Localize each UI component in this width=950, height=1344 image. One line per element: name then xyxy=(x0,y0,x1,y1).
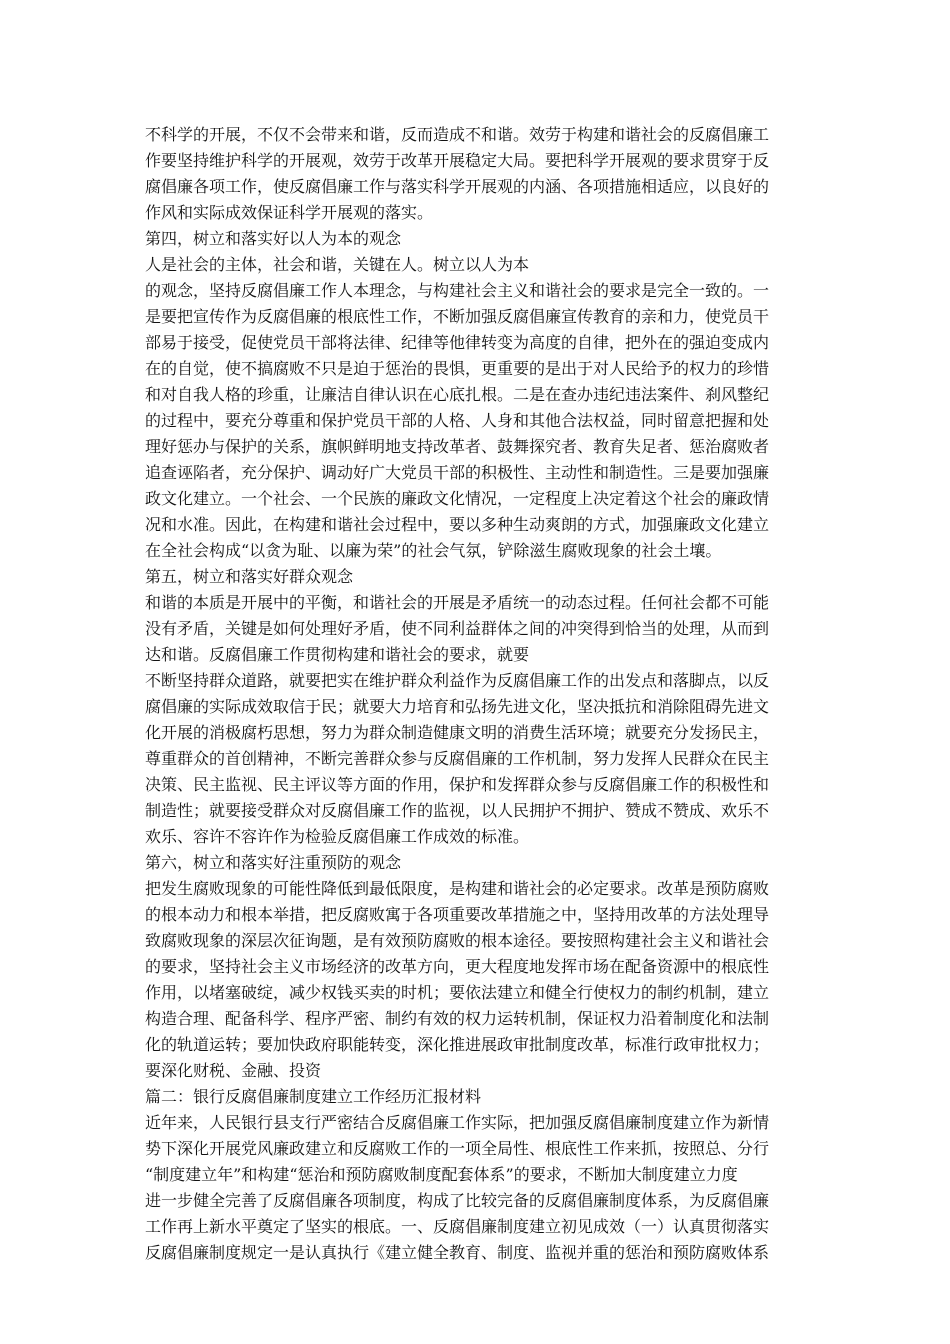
document-body xyxy=(145,122,807,1266)
text-line: 第五，树立和落实好群众观念 xyxy=(145,567,354,586)
text-line: 在全社会构成“以贪为耻、以廉为荣”的社会气氛，铲除滋生腐败现象的社会土壤。 xyxy=(145,541,722,560)
text-line: 的要求，坚持社会主义市场经济的改革方向，更大程度地发挥市场在配备资源中的根底性 xyxy=(145,957,770,976)
text-line: 工作再上新水平奠定了坚实的根底。一、反腐倡廉制度建立初见成效（一）认真贯彻落实 xyxy=(145,1217,770,1236)
text-line: 作风和实际成效保证科学开展观的落实。 xyxy=(145,203,434,222)
text-line: 作用，以堵塞破绽，减少权钱买卖的时机；要依法建立和健全行使权力的制约机制，建立 xyxy=(145,983,770,1002)
text-line: 和对自我人格的珍重，让廉洁自律认识在心底扎根。二是在查办违纪违法案件、刹风整纪 xyxy=(145,385,770,404)
text-line: 反腐倡廉制度规定一是认真执行《建立健全教育、制度、监视并重的惩治和预防腐败体系 xyxy=(145,1243,770,1262)
text-line: 在的自觉，使不搞腐败不只是迫于惩治的畏惧，更重要的是出于对人民给予的权力的珍惜 xyxy=(145,359,770,378)
text-line: 构造合理、配备科学、程序严密、制约有效的权力运转机制，保证权力沿着制度化和法制 xyxy=(145,1009,770,1028)
text-line: 化开展的消极腐朽思想，努力为群众制造健康文明的消费生活环境；就要充分发扬民主， xyxy=(145,723,770,742)
text-line: 人是社会的主体，社会和谐，关键在人。树立以人为本 xyxy=(145,255,530,274)
text-line: 腐倡廉的实际成效取信于民；就要大力培育和弘扬先进文化，坚决抵抗和消除阻碍先进文 xyxy=(145,697,770,716)
text-line: 况和水准。因此，在构建和谐社会过程中，要以多种生动爽朗的方式，加强廉政文化建立 xyxy=(145,515,770,534)
text-line: 腐倡廉各项工作，使反腐倡廉工作与落实科学开展观的内涵、各项措施相适应，以良好的 xyxy=(145,177,770,196)
text-line: 近年来，人民银行县支行严密结合反腐倡廉工作实际，把加强反腐倡廉制度建立作为新情 xyxy=(145,1113,770,1132)
text-line: 部易于接受，促使党员干部将法律、纪律等他律转变为高度的自律，把外在的强迫变成内 xyxy=(145,333,770,352)
text-line: 第四，树立和落实好以人为本的观念 xyxy=(145,229,402,248)
text-line: 欢乐、容许不容许作为检验反腐倡廉工作成效的标准。 xyxy=(145,827,530,846)
text-line: 制造性；就要接受群众对反腐倡廉工作的监视，以人民拥护不拥护、赞成不赞成、欢乐不 xyxy=(145,801,770,820)
text-line: 和谐的本质是开展中的平衡，和谐社会的开展是矛盾统一的动态过程。任何社会都不可能 xyxy=(145,593,770,612)
text-line: 的根本动力和根本举措，把反腐败寓于各项重要改革措施之中，坚持用改革的方法处理导 xyxy=(145,905,770,924)
text-line: 把发生腐败现象的可能性降低到最低限度，是构建和谐社会的必定要求。改革是预防腐败 xyxy=(145,879,770,898)
text-line: 的过程中，要充分尊重和保护党员干部的人格、人身和其他合法权益，同时留意把握和处 xyxy=(145,411,770,430)
text-line: 政文化建立。一个社会、一个民族的廉政文化情况，一定程度上决定着这个社会的廉政情 xyxy=(145,489,770,508)
text-line: 不科学的开展，不仅不会带来和谐，反而造成不和谐。效劳于构建和谐社会的反腐倡廉工 xyxy=(145,125,770,144)
text-line: 化的轨道运转；要加快政府职能转变，深化推进展政审批制度改革，标准行政审批权力； xyxy=(145,1035,770,1054)
text-line: 决策、民主监视、民主评议等方面的作用，保护和发挥群众参与反腐倡廉工作的积极性和 xyxy=(145,775,770,794)
text-line: 进一步健全完善了反腐倡廉各项制度，构成了比较完备的反腐倡廉制度体系，为反腐倡廉 xyxy=(145,1191,770,1210)
text-line: 追查诬陷者，充分保护、调动好广大党员干部的积极性、主动性和制造性。三是要加强廉 xyxy=(145,463,770,482)
text-line: 的观念，坚持反腐倡廉工作人本理念，与构建社会主义和谐社会的要求是完全一致的。一 xyxy=(145,281,770,300)
text-line: 第六，树立和落实好注重预防的观念 xyxy=(145,853,402,872)
text-line: “制度建立年”和构建“惩治和预防腐败制度配套体系”的要求，不断加大制度建立力度 xyxy=(145,1165,738,1184)
text-line: 势下深化开展党风廉政建立和反腐败工作的一项全局性、根底性工作来抓，按照总、分行 xyxy=(145,1139,770,1158)
text-line: 作要坚持维护科学的开展观，效劳于改革开展稳定大局。要把科学开展观的要求贯穿于反 xyxy=(145,151,770,170)
text-line: 篇二：银行反腐倡廉制度建立工作经历汇报材料 xyxy=(145,1087,482,1106)
text-line: 不断坚持群众道路，就要把实在维护群众利益作为反腐倡廉工作的出发点和落脚点，以反 xyxy=(145,671,770,690)
text-line: 要深化财税、金融、投资 xyxy=(145,1061,322,1080)
text-line: 是要把宣传作为反腐倡廉的根底性工作，不断加强反腐倡廉宣传教育的亲和力，使党员干 xyxy=(145,307,770,326)
text-line: 达和谐。反腐倡廉工作贯彻构建和谐社会的要求，就要 xyxy=(145,645,530,664)
text-line: 尊重群众的首创精神，不断完善群众参与反腐倡廉的工作机制，努力发挥人民群众在民主 xyxy=(145,749,770,768)
text-line: 理好惩办与保护的关系，旗帜鲜明地支持改革者、鼓舞探究者、教育失足者、惩治腐败者 xyxy=(145,437,770,456)
text-line: 没有矛盾，关键是如何处理好矛盾，使不同利益群体之间的冲突得到恰当的处理，从而到 xyxy=(145,619,770,638)
text-line: 致腐败现象的深层次征询题，是有效预防腐败的根本途径。要按照构建社会主义和谐社会 xyxy=(145,931,770,950)
